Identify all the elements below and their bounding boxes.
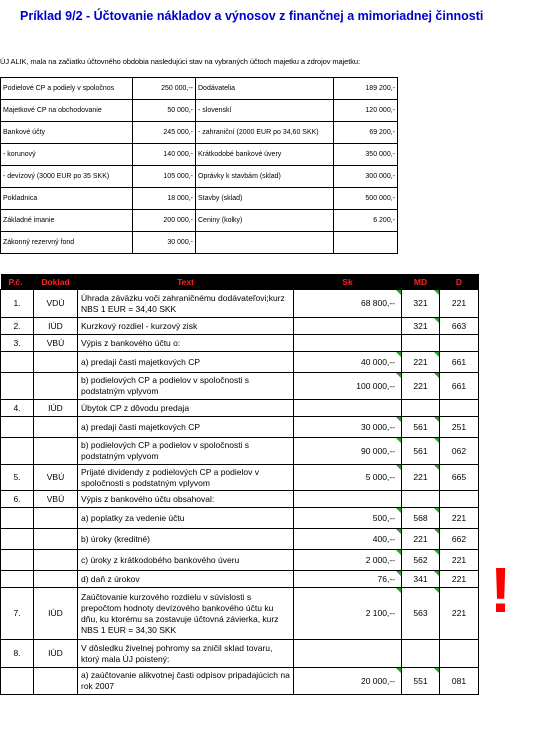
row-number	[1, 550, 34, 571]
row-d-account: 221	[440, 571, 479, 588]
row-document: VDÚ	[34, 290, 78, 318]
balance-asset-value: 245 000,-	[133, 122, 196, 144]
balance-liability-value: 300 000,-	[334, 166, 398, 188]
row-text: a) predaji časti majetkových CP	[78, 352, 294, 373]
balance-liability-label: - zahraniční (2000 EUR po 34,60 SKK)	[196, 122, 334, 144]
row-document: VBÚ	[34, 465, 78, 491]
balance-liability-label	[196, 232, 334, 254]
row-number	[1, 508, 34, 529]
transaction-row	[1, 491, 479, 508]
row-document: IÚD	[34, 640, 78, 668]
row-md-account: 551	[402, 668, 440, 695]
intro-text: ÚJ ALIK, mala na začiatku účtovného obdobia nasledujúci stav na vybraných účtoch majetku a zdrojov majetku:	[0, 57, 360, 66]
balance-row	[1, 122, 398, 144]
row-d-account	[440, 335, 479, 352]
row-md-account: 563	[402, 588, 440, 640]
row-d-account	[440, 400, 479, 417]
row-number	[1, 438, 34, 465]
transaction-row	[1, 373, 479, 400]
row-document	[34, 550, 78, 571]
transaction-row	[1, 588, 479, 640]
row-d-account: 665	[440, 465, 479, 491]
row-d-account: 062	[440, 438, 479, 465]
row-text: Úbytok CP z dôvodu predaja	[78, 400, 294, 417]
balance-liability-value: 500 000,-	[334, 188, 398, 210]
row-text: b) podielových CP a podielov v spoločnosti s podstatným vplyvom	[78, 438, 294, 465]
row-md-account: 341	[402, 571, 440, 588]
row-md-account: 321	[402, 318, 440, 335]
row-md-account	[402, 335, 440, 352]
row-number: 3.	[1, 335, 34, 352]
row-document: IÚD	[34, 588, 78, 640]
row-d-account: 221	[440, 550, 479, 571]
row-amount: 30 000,--	[294, 417, 402, 438]
row-d-account	[440, 491, 479, 508]
row-document	[34, 438, 78, 465]
balance-asset-value: 105 000,-	[133, 166, 196, 188]
row-text: b) úroky (kreditné)	[78, 529, 294, 550]
row-number: 5.	[1, 465, 34, 491]
row-number: 4.	[1, 400, 34, 417]
balance-liability-label: Oprávky k stavbám (sklad)	[196, 166, 334, 188]
row-text: Výpis z bankového účtu o:	[78, 335, 294, 352]
row-text: V dôsledku živelnej pohromy sa zničil sklad tovaru, ktorý mala ÚJ poistený:	[78, 640, 294, 668]
row-d-account: 221	[440, 588, 479, 640]
row-md-account: 568	[402, 508, 440, 529]
row-md-account: 221	[402, 373, 440, 400]
transactions-table	[0, 274, 479, 695]
balance-asset-value: 200 000,-	[133, 210, 196, 232]
transaction-row	[1, 668, 479, 695]
transaction-row	[1, 290, 479, 318]
row-amount: 400,--	[294, 529, 402, 550]
row-document: VBÚ	[34, 335, 78, 352]
row-document	[34, 529, 78, 550]
balance-liability-value	[334, 232, 398, 254]
balance-liability-value: 69 200,-	[334, 122, 398, 144]
page-title: Príklad 9/2 - Účtovanie nákladov a výnosov z finančnej a mimoriadnej činnosti	[20, 9, 484, 23]
row-md-account: 561	[402, 438, 440, 465]
balance-row	[1, 78, 398, 100]
row-d-account: 662	[440, 529, 479, 550]
balance-row	[1, 188, 398, 210]
row-text: Prijaté dividendy z podielových CP a podielov v spoločnosti s podstatným vplyvom	[78, 465, 294, 491]
balance-asset-value: 250 000,--	[133, 78, 196, 100]
row-d-account: 081	[440, 668, 479, 695]
row-number	[1, 373, 34, 400]
row-amount	[294, 318, 402, 335]
row-amount	[294, 491, 402, 508]
row-amount	[294, 640, 402, 668]
balance-liability-label: - slovenskí	[196, 100, 334, 122]
row-document	[34, 508, 78, 529]
transaction-row	[1, 508, 479, 529]
row-md-account: 221	[402, 529, 440, 550]
transaction-row	[1, 352, 479, 373]
row-amount: 500,--	[294, 508, 402, 529]
balance-liability-label: Krátkodobé bankové úvery	[196, 144, 334, 166]
row-amount	[294, 400, 402, 417]
row-md-account	[402, 640, 440, 668]
row-text: d) daň z úrokov	[78, 571, 294, 588]
row-md-account: 221	[402, 352, 440, 373]
exclamation-mark: !	[490, 554, 512, 626]
row-document	[34, 352, 78, 373]
row-document	[34, 373, 78, 400]
balance-row	[1, 144, 398, 166]
row-number: 8.	[1, 640, 34, 668]
row-number	[1, 417, 34, 438]
row-amount: 2 000,--	[294, 550, 402, 571]
row-text: Kurzkový rozdiel - kurzový zisk	[78, 318, 294, 335]
row-md-account: 321	[402, 290, 440, 318]
row-d-account: 661	[440, 352, 479, 373]
row-d-account: 221	[440, 290, 479, 318]
row-amount: 76,--	[294, 571, 402, 588]
balance-liability-label: Dodávatelia	[196, 78, 334, 100]
row-number	[1, 352, 34, 373]
header-d: D	[440, 274, 479, 290]
row-document: VBÚ	[34, 491, 78, 508]
balance-asset-label: Zákonný rezervný fond	[1, 232, 133, 254]
row-amount	[294, 335, 402, 352]
row-md-account	[402, 491, 440, 508]
row-text: a) predaji časti majetkových CP	[78, 417, 294, 438]
row-d-account: 663	[440, 318, 479, 335]
row-document	[34, 668, 78, 695]
header-pc: P.č.	[1, 274, 34, 290]
transaction-row	[1, 318, 479, 335]
row-document	[34, 417, 78, 438]
balance-liability-value: 189 200,-	[334, 78, 398, 100]
balance-asset-value: 30 000,-	[133, 232, 196, 254]
row-d-account: 661	[440, 373, 479, 400]
balance-liability-label: Ceniny (kolky)	[196, 210, 334, 232]
balance-asset-label: Základné imanie	[1, 210, 133, 232]
row-amount: 90 000,--	[294, 438, 402, 465]
row-number: 2.	[1, 318, 34, 335]
transactions-header	[1, 274, 479, 290]
balance-liability-value: 350 000,-	[334, 144, 398, 166]
row-document: IÚD	[34, 400, 78, 417]
row-number: 6.	[1, 491, 34, 508]
header-md: MD	[402, 274, 440, 290]
balance-row	[1, 166, 398, 188]
row-md-account: 562	[402, 550, 440, 571]
header-doklad: Doklad	[34, 274, 78, 290]
row-d-account: 221	[440, 508, 479, 529]
row-text: b) podielových CP a podielov v spoločnosti s podstatným vplyvom	[78, 373, 294, 400]
balance-asset-label: Bankové účty	[1, 122, 133, 144]
row-amount: 100 000,--	[294, 373, 402, 400]
row-amount: 5 000,--	[294, 465, 402, 491]
balance-asset-label: - korunový	[1, 144, 133, 166]
transaction-row	[1, 417, 479, 438]
transaction-row	[1, 529, 479, 550]
row-number: 7.	[1, 588, 34, 640]
row-document: IÚD	[34, 318, 78, 335]
row-amount: 40 000,--	[294, 352, 402, 373]
balance-asset-value: 50 000,-	[133, 100, 196, 122]
row-md-account	[402, 400, 440, 417]
row-number	[1, 571, 34, 588]
row-amount: 20 000,--	[294, 668, 402, 695]
transaction-row	[1, 571, 479, 588]
transaction-row	[1, 640, 479, 668]
header-text: Text	[78, 274, 294, 290]
row-text: Výpis z bankového účtu obsahoval:	[78, 491, 294, 508]
row-d-account: 251	[440, 417, 479, 438]
transaction-row	[1, 400, 479, 417]
balance-asset-value: 18 000,-	[133, 188, 196, 210]
row-text: Úhrada záväzku voči zahraničnému dodávateľovi;kurz NBS 1 EUR = 34,40 SKK	[78, 290, 294, 318]
row-number: 1.	[1, 290, 34, 318]
balance-row	[1, 210, 398, 232]
row-number	[1, 529, 34, 550]
balance-asset-label: Podielové CP a podiely v spoločnos	[1, 78, 133, 100]
balance-asset-label: - devízový (3000 EUR po 35 SKK)	[1, 166, 133, 188]
balance-liability-label: Stavby (sklad)	[196, 188, 334, 210]
row-d-account	[440, 640, 479, 668]
balance-asset-label: Pokladnica	[1, 188, 133, 210]
row-text: Zaúčtovanie kurzového rozdielu v súvislosti s prepočtom hodnoty devízového bankového účtu ku dňu, ku ktorému sa zostavuje účtovná závierka, kurz NBS 1 EUR = 34,30 SKK	[78, 588, 294, 640]
row-md-account: 221	[402, 465, 440, 491]
header-sk: Sk	[294, 274, 402, 290]
row-text: a) poplatky za vedenie účtu	[78, 508, 294, 529]
transaction-row	[1, 438, 479, 465]
balance-liability-value: 120 000,-	[334, 100, 398, 122]
transaction-row	[1, 465, 479, 491]
row-amount: 68 800,--	[294, 290, 402, 318]
row-md-account: 561	[402, 417, 440, 438]
balance-row	[1, 100, 398, 122]
balance-asset-label: Majetkové CP na obchodovanie	[1, 100, 133, 122]
transaction-row	[1, 335, 479, 352]
balance-liability-value: 6 200,-	[334, 210, 398, 232]
balance-asset-value: 140 000,-	[133, 144, 196, 166]
row-amount: 2 100,--	[294, 588, 402, 640]
balance-row	[1, 232, 398, 254]
row-text: a) zaúčtovanie alikvotnej časti odpisov pripadajúcich na rok 2007	[78, 668, 294, 695]
balances-table	[0, 77, 398, 254]
row-text: c) úroky z krátkodobého bankového úveru	[78, 550, 294, 571]
row-number	[1, 668, 34, 695]
row-document	[34, 571, 78, 588]
transaction-row	[1, 550, 479, 571]
